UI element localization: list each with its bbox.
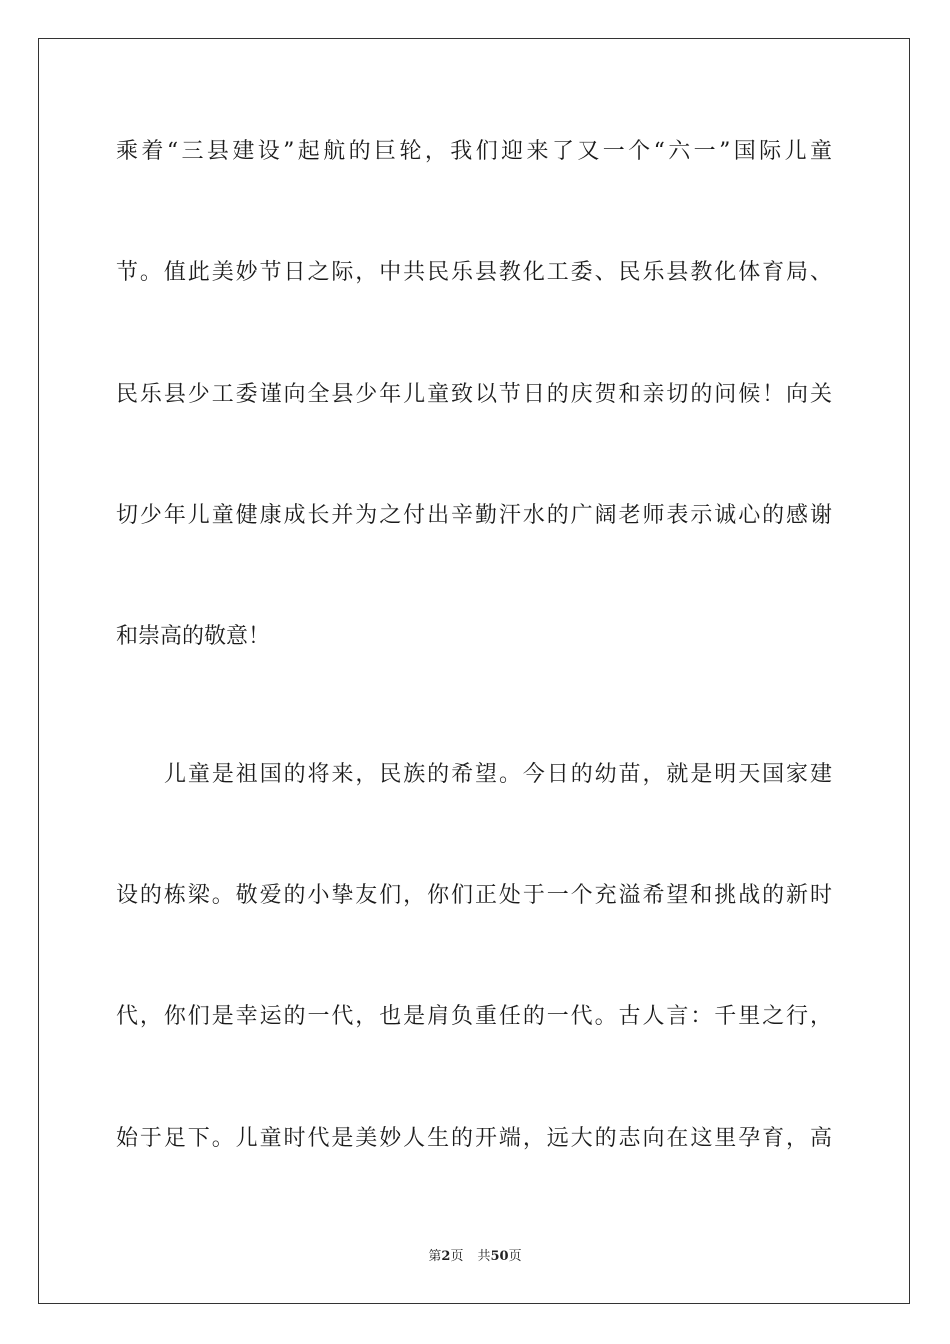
text-line: 切少年儿童健康成长并为之付出辛勤汗水的广阔老师表示诚心的感谢 (116, 503, 832, 528)
total-prefix: 共 (477, 1249, 491, 1264)
text-line: 始于足下。儿童时代是美妙人生的开端，远大的志向在这里孕育，高 (116, 1126, 832, 1151)
total-pages: 50 (490, 1249, 509, 1264)
text-line: 乘着“三县建设”起航的巨轮，我们迎来了又一个“六一”国际儿童 (116, 139, 832, 164)
text-line: 儿童是祖国的将来，民族的希望。今日的幼苗，就是明天国家建 (164, 762, 832, 787)
page-suffix: 页 (450, 1249, 464, 1264)
page-border (38, 38, 910, 1304)
page-prefix: 第 (428, 1249, 442, 1264)
text-line: 代，你们是幸运的一代，也是肩负重任的一代。古人言：千里之行， (116, 1004, 832, 1029)
text-line: 和崇高的敬意！ (116, 624, 271, 649)
text-line: 民乐县少工委谨向全县少年儿童致以节日的庆贺和亲切的问候！向关 (116, 382, 832, 407)
text-line: 节。值此美妙节日之际，中共民乐县教化工委、民乐县教化体育局、 (116, 260, 832, 285)
page-number: 2 (441, 1249, 451, 1264)
total-suffix: 页 (508, 1249, 522, 1264)
text-line: 设的栋梁。敬爱的小挚友们，你们正处于一个充溢希望和挑战的新时 (116, 883, 832, 908)
page-footer (0, 1249, 950, 1265)
